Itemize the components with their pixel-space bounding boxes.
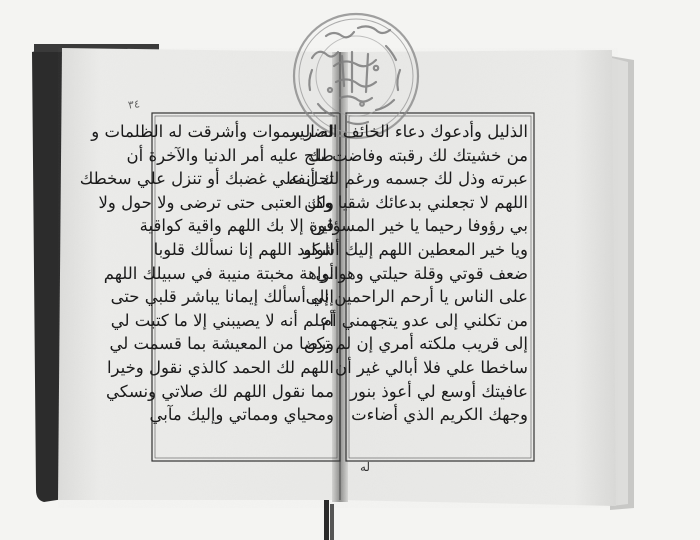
text-line: ورضا من المعيشة بما قسمت لي [109, 334, 334, 354]
text-line: اللهم لك الحمد كالذي نقول وخيرا [106, 357, 334, 377]
folio-number: ٣٤ [127, 97, 141, 112]
text-line: ومحياي ومماتي وإليك مآبي [149, 405, 334, 425]
catchword: له [360, 460, 371, 474]
text-line: من تكلني إلى عدو يتجهمني أم [321, 310, 528, 330]
text-line: قوة إلا بك اللهم واقية كواقية [139, 216, 334, 236]
text-line: ولك العتبى حتى ترضى ولا حول ولا [98, 192, 334, 212]
text-line: من خشيتك لك رقبته وفاضت لك [307, 145, 528, 165]
text-line: تحل علي غضبك أو تنزل علي سخطك [79, 169, 334, 189]
text-line: له السموات وأشرقت له الظلمات و [91, 122, 334, 141]
text-line: صلح عليه أمر الدنيا والآخرة أن [126, 145, 334, 165]
left-page-text [79, 120, 334, 456]
text-line: ضعف قوتي وقلة حيلتي وهواني [315, 263, 528, 283]
text-line: إني أسألك إيمانا يباشر قلبي حتى [110, 287, 334, 307]
text-line: عبرته وذل لك جسمه ورغم لك أنفه [288, 169, 528, 189]
text-line: أعلم أنه لا يصيبني إلا ما كتبت لي [110, 310, 334, 330]
text-line: مما نقول اللهم لك صلاتي ونسكي [105, 381, 334, 401]
text-line: عافيتك أوسع لي أعوذ بنور [350, 381, 528, 401]
bookmark-ribbon [324, 500, 329, 540]
text-line: وجهك الكريم الذي أضاءت [351, 405, 528, 425]
text-line: ويا خير المعطين اللهم إليك أشكو [303, 239, 528, 259]
text-line: الذليل وأدعوك دعاء الخائف الضرير [290, 122, 528, 141]
text-line: بي رؤوفا رحيما يا خير المسؤلين [310, 216, 528, 236]
text-line: الوليد اللهم إنا نسألك قلوبا [153, 239, 334, 259]
text-line: اللهم لا تجعلني بدعائك شقيا وكن [304, 192, 528, 212]
text-line: على الناس يا أرحم الراحمين إلى [305, 287, 528, 307]
text-line: إلى قريب ملكته أمري إن لم تكن [303, 334, 528, 354]
right-page-text [288, 120, 528, 456]
text-line: أواهة مخبتة منيبة في سبيلك اللهم [103, 263, 334, 283]
text-line: ساخطا علي فلا أبالي غير أن [334, 357, 528, 377]
